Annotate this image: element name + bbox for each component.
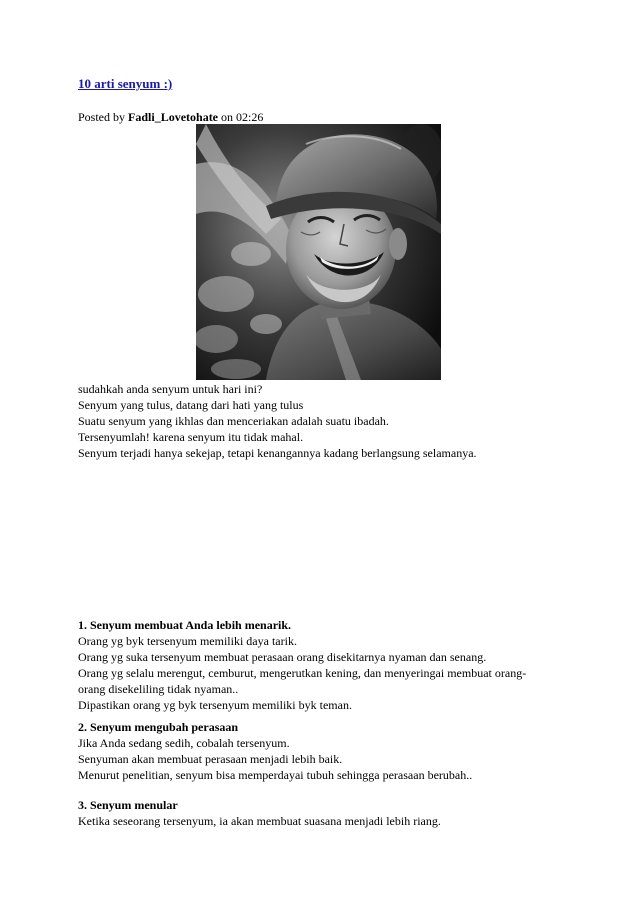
intro-line: Senyum terjadi hanya sekejap, tetapi kenangannya kadang berlangsung selamanya.: [78, 446, 477, 460]
section-line: Menurut penelitian, senyum bisa memperdayai tubuh sehingga perasaan berubah..: [78, 768, 473, 782]
section-3: [78, 797, 578, 829]
byline-mid: on: [218, 110, 237, 124]
section-1: [78, 617, 578, 713]
section-line: Senyuman akan membuat perasaan menjadi lebih baik.: [78, 752, 343, 766]
post-title-link[interactable]: 10 arti senyum :): [78, 76, 173, 91]
section-line: orang disekeliling tidak nyaman..: [78, 682, 239, 696]
section-heading: 2. Senyum mengubah perasaan: [78, 720, 239, 734]
smiling-old-man-photo: [196, 124, 441, 380]
section-line: Dipastikan orang yg byk tersenyum memiliki byk teman.: [78, 698, 352, 712]
section-heading: 1. Senyum membuat Anda lebih menarik.: [78, 618, 292, 632]
section-line: Orang yg suka tersenyum membuat perasaan orang disekitarnya nyaman dan senang.: [78, 650, 487, 664]
section-line: Jika Anda sedang sedih, cobalah tersenyum.: [78, 736, 290, 750]
intro-line: Suatu senyum yang ikhlas dan menceriakan adalah suatu ibadah.: [78, 414, 389, 428]
intro-line: sudahkah anda senyum untuk hari ini?: [78, 382, 263, 396]
post-author: Fadli_Lovetohate: [128, 110, 219, 124]
section-line: Orang yg byk tersenyum memiliki daya tarik.: [78, 634, 297, 648]
section-heading: 3. Senyum menular: [78, 798, 178, 812]
section-line: Ketika seseorang tersenyum, ia akan membuat suasana menjadi lebih riang.: [78, 814, 441, 828]
intro-line: Senyum yang tulus, datang dari hati yang tulus: [78, 398, 304, 412]
intro-text: [78, 381, 578, 461]
byline-prefix: Posted by: [78, 110, 129, 124]
intro-line: Tersenyumlah! karena senyum itu tidak mahal.: [78, 430, 304, 444]
section-line: Orang yg selalu merengut, cemburut, mengerutkan kening, dan menyeringai membuat orang-: [78, 666, 527, 680]
post-byline: [78, 110, 263, 125]
post-time: 02:26: [236, 110, 264, 124]
section-2: [78, 719, 578, 783]
